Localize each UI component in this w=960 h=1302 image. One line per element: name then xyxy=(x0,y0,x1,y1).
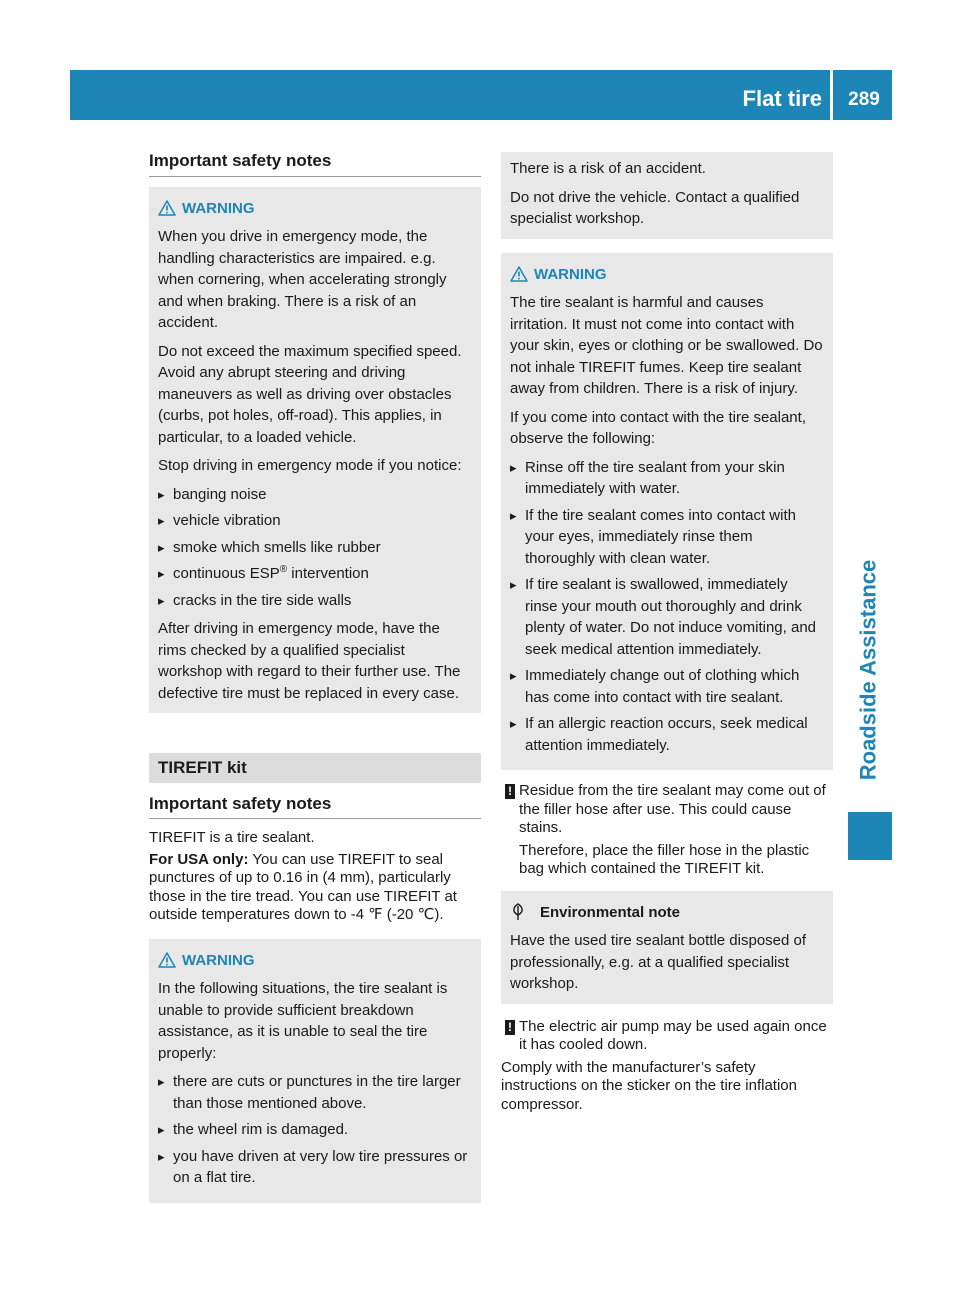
warning-text: After driving in emergency mode, have the rims checked by a qualified specialist workshop with regard to their further use. The defective tire must be replaced in every case. xyxy=(158,620,461,702)
chapter-heading: TIREFIT kit xyxy=(149,753,481,783)
warning-triangle-icon xyxy=(510,266,528,282)
warning-box xyxy=(149,187,481,714)
warning-box xyxy=(149,939,481,1203)
warning-heading xyxy=(158,198,472,220)
environmental-note-text: Have the used tire sealant bottle disposed of professionally, e.g. at a qualified specialist workshop. xyxy=(510,932,807,992)
environmental-note-heading xyxy=(510,902,824,924)
exclamation-icon: ! xyxy=(505,1020,515,1035)
page-number: 289 xyxy=(848,89,880,110)
bullet-list xyxy=(158,484,472,612)
body-text xyxy=(149,851,481,925)
esp-text: continuous ESP xyxy=(173,565,280,582)
list-item: ▸ If an allergic reaction occurs, seek medical attention immediately. xyxy=(510,713,824,756)
list-item: ▸ If the tire sealant comes into contact with your eyes, immediately rinse them thoroughly with clean water. xyxy=(510,505,824,570)
list-item: ▸ banging noise xyxy=(158,484,472,506)
list-item: ▸ If tire sealant is swallowed, immediately rinse your mouth out thoroughly and drink plenty of water. Do not induce vomiting, and seek medical attention immediately. xyxy=(510,574,824,660)
environmental-note-box xyxy=(501,891,833,1004)
warning-triangle-icon xyxy=(158,200,176,216)
warning-heading xyxy=(158,950,472,972)
usa-text: You can use TIREFIT to seal punctures of up to 0.16 in (4 mm), particularly those in the tire tread. You can use TIREFIT at outside temperatures down to -4 ℉ (-20 ℃). xyxy=(149,850,457,923)
left-column xyxy=(149,150,481,1203)
list-item: ▸ you have driven at very low tire pressures or on a flat tire. xyxy=(158,1146,472,1189)
body-text: Comply with the manufacturer’s safety instructions on the sticker on the tire inflation compressor. xyxy=(501,1058,797,1113)
warning-text: Stop driving in emergency mode if you notice: xyxy=(158,457,462,474)
warning-title: WARNING xyxy=(182,199,255,217)
section-title: Important safety notes xyxy=(149,150,481,177)
warning-text: There is a risk of an accident. xyxy=(510,160,706,177)
closing-text xyxy=(501,1059,833,1115)
section-title: Important safety notes xyxy=(149,793,481,820)
note-item xyxy=(501,1018,833,1055)
list-item: ▸ Immediately change out of clothing which has come into contact with tire sealant. xyxy=(510,665,824,708)
header-divider xyxy=(830,70,833,120)
esp-suffix: intervention xyxy=(287,565,369,582)
list-item: ▸ Rinse off the tire sealant from your skin immediately with water. xyxy=(510,457,824,500)
list-item: ▸ there are cuts or punctures in the tire larger than those mentioned above. xyxy=(158,1071,472,1114)
right-column xyxy=(501,152,833,1117)
warning-title: WARNING xyxy=(182,951,255,969)
environmental-note-title: Environmental note xyxy=(540,903,681,921)
list-item: ▸ cracks in the tire side walls xyxy=(158,590,472,612)
note-text: The electric air pump may be used again once it has cooled down. xyxy=(519,1017,827,1053)
page-title: Flat tire xyxy=(742,86,822,111)
side-tab xyxy=(848,540,888,800)
side-tab-label: Roadside Assistance xyxy=(855,559,880,781)
registered-mark: ® xyxy=(279,564,288,575)
list-item: ▸ smoke which smells like rubber xyxy=(158,537,472,559)
warning-text: Do not drive the vehicle. Contact a qualified specialist workshop. xyxy=(510,188,800,227)
warning-continuation-box xyxy=(501,152,833,239)
warning-text: When you drive in emergency mode, the handling characteristics are impaired. e.g. when cornering, when accelerating strongly and when braking. There is a risk of an accident. xyxy=(158,228,447,331)
warning-text: Do not exceed the maximum specified speed. Avoid any abrupt steering and driving maneuvers as well as driving over obstacles (curbs, pot holes, off-road). This applies, in particular, to a loaded vehicle. xyxy=(158,342,462,446)
list-item: ▸ vehicle vibration xyxy=(158,510,472,532)
note-text: Residue from the tire sealant may come out of the filler hose after use. This could cause stains. xyxy=(519,782,826,836)
note-item xyxy=(501,782,833,879)
warning-text: In the following situations, the tire sealant is unable to provide sufficient breakdown assistance, as it is unable to seal the tire properly: xyxy=(158,980,448,1062)
intro-text xyxy=(149,829,481,925)
bullet-list xyxy=(510,457,824,757)
body-text: TIREFIT is a tire sealant. xyxy=(149,829,315,846)
warning-heading xyxy=(510,264,824,286)
usa-label: For USA only: xyxy=(149,850,249,868)
note-text: Therefore, place the filler hose in the plastic bag which contained the TIREFIT kit. xyxy=(519,841,810,877)
list-item xyxy=(158,563,472,585)
bullet-list xyxy=(158,1071,472,1189)
side-tab-marker xyxy=(848,812,892,860)
warning-title: WARNING xyxy=(534,265,607,283)
warning-text: If you come into contact with the tire sealant, observe the following: xyxy=(510,408,806,447)
warning-text: The tire sealant is harmful and causes irritation. It must not come into contact with your skin, eyes or clothing or be swallowed. Do not inhale TIREFIT fumes. Keep tire sealant away from children. There is a risk of injury. xyxy=(510,294,823,397)
leaf-icon xyxy=(510,903,526,921)
warning-box xyxy=(501,253,833,771)
list-item: ▸ the wheel rim is damaged. xyxy=(158,1119,472,1141)
warning-triangle-icon xyxy=(158,952,176,968)
exclamation-icon: ! xyxy=(505,784,515,799)
